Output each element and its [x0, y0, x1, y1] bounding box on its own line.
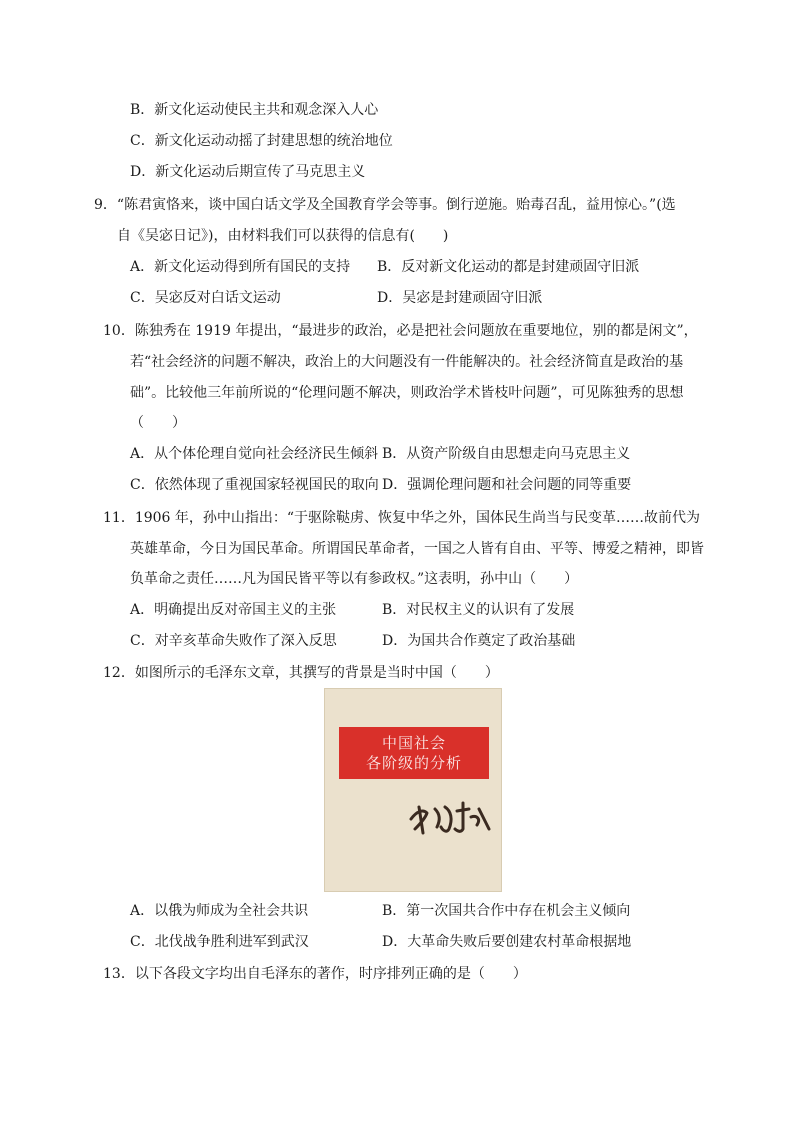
q11-option-c: C．对辛亥革命失败作了深入反思: [130, 633, 337, 649]
q11-option-a: A．明确提出反对帝国主义的主张: [130, 602, 337, 618]
q11-option-b: B．对民权主义的认识有了发展: [382, 602, 575, 618]
author-signature-icon: [405, 789, 497, 839]
q8-option-c: C．新文化运动动摇了封建思想的统治地位: [130, 133, 393, 149]
q9-stem-line1: 9．“陈君寅恪来，谈中国白话文学及全国教育学会等事。倒行逆施。贻毒召乱，益用惊心。”(选: [94, 197, 676, 213]
q10-stem-line3: 础”。比较他三年前所说的“伦理问题不解决，则政治学术皆枝叶问题”，可见陈独秀的思想: [130, 385, 684, 401]
q12-option-a: A．以俄为师成为全社会共识: [130, 903, 309, 919]
q11-option-d: D．为国共合作奠定了政治基础: [382, 633, 576, 649]
q10-option-a: A．从个体伦理自觉向社会经济民生倾斜: [130, 446, 379, 462]
q9-option-a: A．新文化运动得到所有国民的支持: [130, 259, 351, 275]
q11-stem-line1: 11．1906 年，孙中山指出：“于驱除鞑虏、恢复中华之外，国体民生尚当与民变革……故前代为: [103, 510, 701, 526]
q10-option-d: D．强调伦理问题和社会问题的同等重要: [382, 477, 632, 493]
q8-option-b: B．新文化运动使民主共和观念深入人心: [130, 102, 379, 118]
q9-option-c: C．吴宓反对白话文运动: [130, 290, 281, 306]
q12-stem-line1: 12．如图所示的毛泽东文章，其撰写的背景是当时中国（ ）: [103, 665, 499, 681]
q12-option-b: B．第一次国共合作中存在机会主义倾向: [382, 903, 631, 919]
book-title-line2: 各阶级的分析: [365, 754, 462, 772]
q9-option-d: D．吴宓是封建顽固守旧派: [377, 290, 543, 306]
q10-option-b: B．从资产阶级自由思想走向马克思主义: [382, 446, 631, 462]
q9-stem-line2: 自《吴宓日记》)，由材料我们可以获得的信息有( ): [117, 228, 449, 244]
q11-stem-line3: 负革命之责任……凡为国民皆平等以有参政权。”这表明，孙中山（ ）: [130, 571, 579, 587]
q12-option-c: C．北伐战争胜利进军到武汉: [130, 934, 309, 950]
book-title-line1: 中国社会: [381, 734, 446, 752]
q10-stem-line1: 10．陈独秀在 1919 年提出，“最进步的政治，必是把社会问题放在重要地位，别的都是闲文”，: [103, 323, 698, 339]
q9-option-b: B．反对新文化运动的都是封建顽固守旧派: [377, 259, 640, 275]
q8-option-d: D．新文化运动后期宣传了马克思主义: [130, 164, 366, 180]
q11-stem-line2: 英雄革命，今日为国民革命。所谓国民革命者，一国之人皆有自由、平等、博爱之精神，即皆: [130, 541, 704, 557]
q12-option-d: D．大革命失败后要创建农村革命根据地: [382, 934, 632, 950]
q10-stem-line4: （ ）: [130, 415, 186, 431]
q10-option-c: C．依然体现了重视国家轻视国民的取向: [130, 477, 379, 493]
book-cover-image: [324, 688, 502, 892]
q10-stem-line2: 若“社会经济的问题不解决，政治上的大问题没有一件能解决的。社会经济简直是政治的基: [130, 354, 684, 370]
book-title-box: [339, 727, 489, 779]
q13-stem-line1: 13．以下各段文字均出自毛泽东的著作，时序排列正确的是（ ）: [103, 966, 527, 982]
